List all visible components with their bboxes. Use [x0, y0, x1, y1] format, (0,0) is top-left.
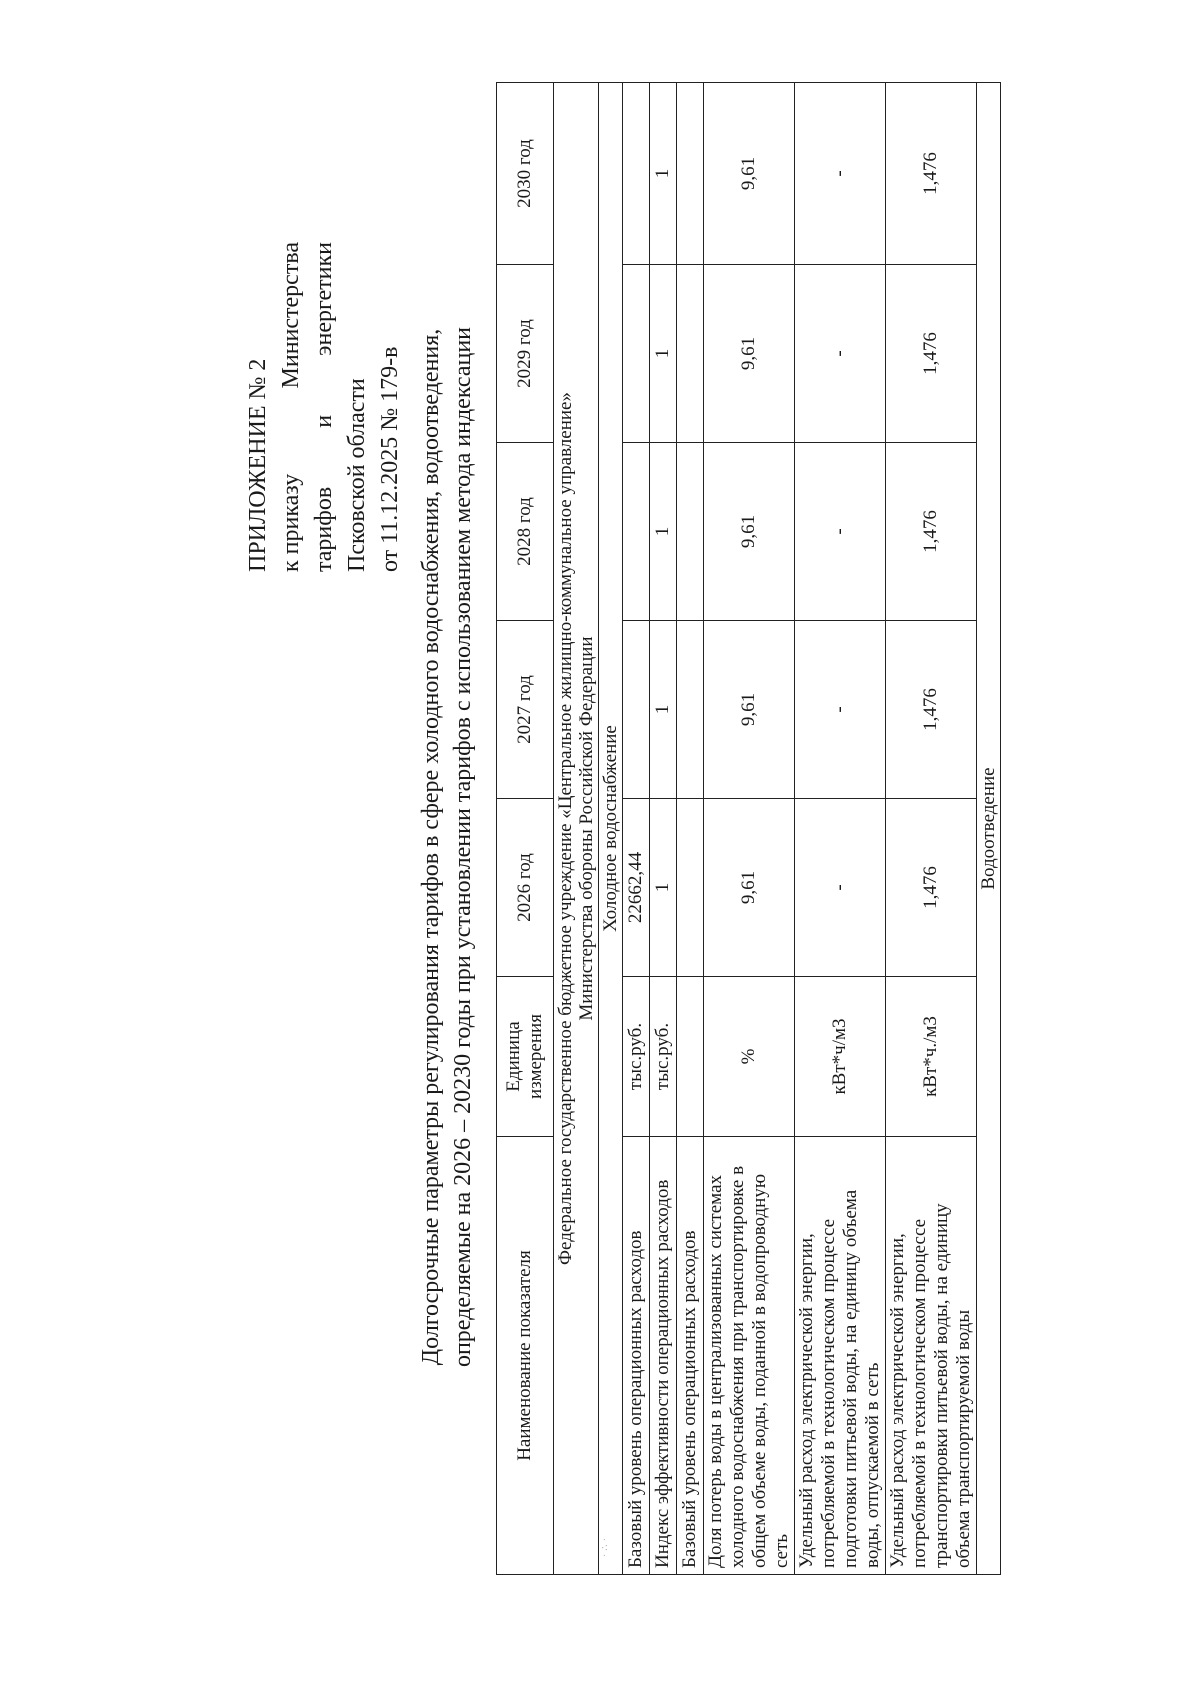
- section-title: Холодное водоснабжение: [599, 83, 623, 1575]
- row-value: 9,61: [704, 265, 795, 443]
- appendix-line-order: к приказу Министерства: [278, 242, 304, 572]
- appendix-block: [242, 242, 407, 572]
- header-name: Наименование показателя: [497, 1137, 554, 1575]
- header-year: 2027 год: [497, 621, 554, 799]
- organization-name: Федеральное государственное бюджетное учреждение «Центральное жилищно-коммунальное управление» Министерства обороны Российской Федерации: [554, 83, 599, 1575]
- row-value: -: [795, 799, 886, 977]
- table-row: [623, 83, 650, 1575]
- row-name: Базовый уровень операционных расходов: [623, 1137, 650, 1575]
- row-value: [677, 621, 704, 799]
- table-row: [650, 83, 677, 1575]
- row-unit: [677, 977, 704, 1137]
- row-value: 1,476: [886, 799, 977, 977]
- row-name: Индекс эффективности операционных расходов: [650, 1137, 677, 1575]
- organization-row: [554, 83, 599, 1575]
- row-value: 9,61: [704, 443, 795, 621]
- row-unit: кВт*ч/м3: [795, 977, 886, 1137]
- section-title: Водоотведение: [977, 83, 1001, 1575]
- parameters-table: [496, 82, 1001, 1575]
- row-value: 22662,44: [623, 799, 650, 977]
- row-name: Базовый уровень операционных расходов: [677, 1137, 704, 1575]
- row-value: [677, 265, 704, 443]
- appendix-line-region: Псковской области: [344, 378, 370, 572]
- row-value: 1: [650, 799, 677, 977]
- row-value: [623, 265, 650, 443]
- row-value: [623, 621, 650, 799]
- row-value: 9,61: [704, 799, 795, 977]
- section-row-cold-water: [599, 83, 623, 1575]
- row-value: 9,61: [704, 83, 795, 265]
- row-value: 1: [650, 443, 677, 621]
- row-value: [677, 799, 704, 977]
- title-line-1: Долгосрочные параметры регулирования тарифов в сфере холодного водоснабжения, водоотведения,: [418, 328, 444, 1366]
- appendix-line-ministry: тарифов и энергетики: [311, 242, 337, 572]
- table-row: [704, 83, 795, 1575]
- row-value: 9,61: [704, 621, 795, 799]
- row-value: [677, 83, 704, 265]
- row-unit: кВт*ч./м3: [886, 977, 977, 1137]
- row-value: 1: [650, 621, 677, 799]
- title-line-2: определяемые на 2026 – 20230 годы при установлении тарифов с использованием метода индексации: [450, 326, 476, 1368]
- row-unit: тыс.руб.: [623, 977, 650, 1137]
- row-value: 1,476: [886, 621, 977, 799]
- row-value: -: [795, 83, 886, 265]
- row-value: [623, 83, 650, 265]
- scan-artifact-mark: · ∴ ·: [600, 1537, 611, 1557]
- row-value: 1,476: [886, 83, 977, 265]
- row-value: 1: [650, 83, 677, 265]
- header-year: 2030 год: [497, 83, 554, 265]
- row-value: 1,476: [886, 443, 977, 621]
- row-value: 1: [650, 265, 677, 443]
- row-name: Удельный расход электрической энергии, потребляемой в технологическом процессе транспортировки питьевой воды, на единицу объема транспортируемой воды: [886, 1137, 977, 1575]
- header-unit: Единица измерения: [497, 977, 554, 1137]
- row-value: [623, 443, 650, 621]
- table-header-row: [497, 83, 554, 1575]
- row-value: -: [795, 443, 886, 621]
- row-name: Доля потерь воды в централизованных системах холодного водоснабжения при транспортировке в общем объеме воды, поданной в водопроводную сеть: [704, 1137, 795, 1575]
- table-row: [677, 83, 704, 1575]
- header-year: 2029 год: [497, 265, 554, 443]
- row-value: -: [795, 621, 886, 799]
- document-title: [415, 217, 479, 1477]
- header-year: 2028 год: [497, 443, 554, 621]
- row-value: 1,476: [886, 265, 977, 443]
- row-value: [677, 443, 704, 621]
- row-unit: тыс.руб.: [650, 977, 677, 1137]
- row-value: -: [795, 265, 886, 443]
- appendix-line-date: от 11.12.2025 № 179-в: [377, 346, 403, 572]
- header-year: 2026 год: [497, 799, 554, 977]
- section-row-wastewater: [977, 83, 1001, 1575]
- table-row: [886, 83, 977, 1575]
- table-row: [795, 83, 886, 1575]
- appendix-title: ПРИЛОЖЕНИЕ № 2: [245, 358, 271, 572]
- row-unit: %: [704, 977, 795, 1137]
- row-name: Удельный расход электрической энергии, потребляемой в технологическом процессе подготовки питьевой воды, на единицу объема воды, отпускаемой в сеть: [795, 1137, 886, 1575]
